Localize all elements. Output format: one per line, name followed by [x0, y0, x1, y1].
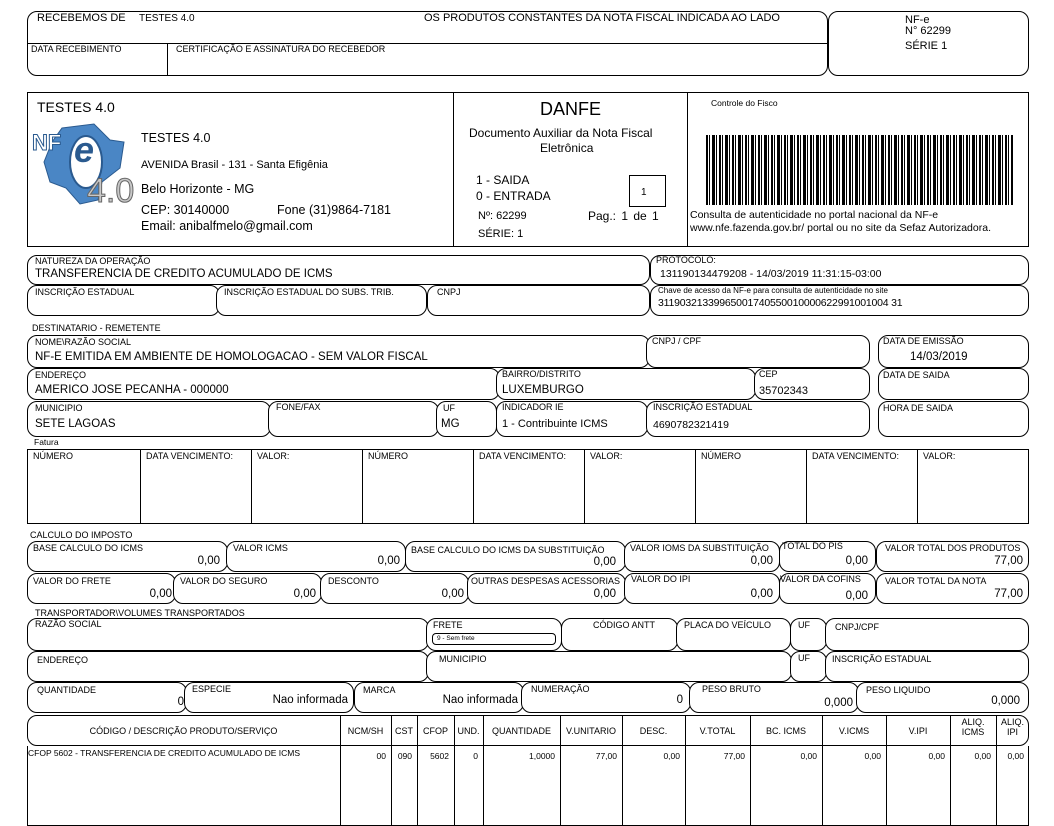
- recebemos-text: OS PRODUTOS CONSTANTES DA NOTA FISCAL INDICADA AO LADO: [424, 12, 780, 24]
- desconto-value: 0,00: [441, 588, 464, 600]
- transp-section-label: TRANSPORTADOR\VOLUMES TRANSPORTADOS: [35, 608, 245, 618]
- assinatura-label: CERTIFICAÇÃO E ASSINATURA DO RECEBEDOR: [176, 44, 386, 54]
- dest-indicador-label: INDICADOR IE: [502, 402, 564, 412]
- ie-label: INSCRIÇÃO ESTADUAL: [35, 287, 135, 297]
- total-nota-value: 77,00: [994, 588, 1023, 600]
- dest-indicador-value: 1 - Contribuinte ICMS: [502, 418, 608, 430]
- dest-fone-label: FONE/FAX: [276, 402, 321, 412]
- emitente-header-name: TESTES 4.0: [37, 99, 115, 115]
- transp-razao-label: RAZÃO SOCIAL: [35, 619, 102, 629]
- emitente-address: AVENIDA Brasil - 131 - Santa Efigênia: [141, 159, 328, 171]
- transp-endereco-label: ENDEREÇO: [37, 655, 89, 665]
- transp-numeracao-label: NUMERAÇÃO: [531, 684, 590, 694]
- fatura-col-divider: [695, 449, 696, 524]
- recebemos-name: TESTES 4.0: [139, 13, 195, 24]
- fatura-header: DATA VENCIMENTO:: [146, 451, 234, 461]
- produtos-header-bc-icms: BC. ICMS: [765, 726, 806, 736]
- danfe-subtitle-2: Eletrônica: [540, 141, 594, 155]
- transp-uf-label: UF: [798, 620, 810, 630]
- valor-icms-label: VALOR ICMS: [233, 543, 288, 553]
- total-nota-label: VALOR TOTAL DA NOTA: [885, 576, 987, 586]
- valor-st-label: VALOR IOMS DA SUBSTITUIÇÃO: [630, 543, 769, 553]
- dest-bairro-value: LUXEMBURGO: [502, 384, 584, 396]
- base-st-value: 0,00: [593, 556, 616, 568]
- produtos-header-und: UND.: [457, 726, 480, 736]
- destinatario-section-label: DESTINATARIO - REMETENTE: [32, 323, 161, 333]
- fatura-col-divider: [362, 449, 363, 524]
- dest-uf-label: UF: [443, 403, 455, 413]
- base-icms-label: BASE CALCULO DO ICMS: [33, 543, 144, 553]
- emitente-fone: Fone (31)9864-7181: [277, 203, 391, 217]
- produtos-header-quantidade: QUANTIDADE: [491, 726, 551, 736]
- transp-cnpj-label: CNPJ/CPF: [835, 622, 880, 632]
- dest-endereco-label: ENDEREÇO: [35, 370, 87, 380]
- fatura-header: DATA VENCIMENTO:: [812, 451, 900, 461]
- produtos-header-descricao: CÓDIGO / DESCRIÇÃO PRODUTO/SERVIÇO: [89, 726, 278, 736]
- canhoto-nfe-serie: SÉRIE 1: [905, 40, 948, 52]
- nfe-logo: [32, 118, 142, 210]
- produtos-header-unitario: V.UNITARIO: [565, 726, 616, 736]
- danfe-pagina: Pag.: 1 de 1: [588, 209, 659, 223]
- fatura-col-divider: [140, 449, 141, 524]
- produto-cell: 0: [473, 751, 478, 761]
- danfe-numero: Nº: 62299: [478, 210, 527, 222]
- produto-cell: 77,00: [723, 751, 745, 761]
- fatura-header: VALOR:: [590, 451, 623, 461]
- emitente-cep: CEP: 30140000: [141, 203, 230, 217]
- natureza-label: NATUREZA DA OPERAÇÃO: [35, 256, 151, 266]
- fatura-header: VALOR:: [923, 451, 956, 461]
- seguro-value: 0,00: [293, 588, 316, 600]
- emitente-email: Email: anibalfmelo@gmail.com: [141, 219, 313, 233]
- protocolo-value: 131190134479208 - 14/03/2019 11:31:15-03:00: [660, 268, 882, 280]
- ie-subst-label: INSCRIÇÃO ESTADUAL DO SUBS. TRIB.: [224, 287, 394, 297]
- canhoto-divider-v: [167, 43, 168, 76]
- transp-placa-label: PLACA DO VEÍCULO: [684, 620, 772, 630]
- produto-cell: 00: [376, 751, 386, 761]
- canhoto-divider: [27, 43, 827, 44]
- produtos-header-total: V.TOTAL: [699, 726, 736, 736]
- fatura-col-divider: [473, 449, 474, 524]
- pis-value: 0,00: [845, 555, 868, 567]
- dest-emissao-value: 14/03/2019: [910, 351, 968, 363]
- danfe-tipo-box: [629, 175, 666, 207]
- cofins-value: 0,00: [845, 590, 868, 602]
- fatura-col-divider: [806, 449, 807, 524]
- fisco-label: Controle do Fisco: [711, 98, 778, 108]
- produtos-header-desc: DESC.: [639, 726, 668, 736]
- danfe-saida: 1 - SAIDA: [476, 173, 530, 187]
- dest-ie-label: INSCRIÇÃO ESTADUAL: [653, 402, 753, 412]
- produto-descricao: CFOP 5602 - TRANSFERENCIA DE CREDITO ACUMULADO DE ICMS: [28, 748, 301, 758]
- danfe-title: DANFE: [540, 99, 602, 119]
- danfe-serie: SÉRIE: 1: [478, 228, 524, 240]
- fisco-consulta-2: www.nfe.fazenda.gov.br/ portal ou no site da Sefaz Autorizadora.: [690, 222, 991, 234]
- produtos-header-cst: CST: [395, 726, 413, 736]
- desconto-label: DESCONTO: [328, 576, 379, 586]
- natureza-value: TRANSFERENCIA DE CREDITO ACUMULADO DE ICMS: [35, 268, 333, 280]
- pis-label: TOTAL DO PIS: [782, 541, 843, 551]
- logo-version-text: 4.0: [87, 172, 135, 210]
- cofins-label: VALOR DA COFINS: [780, 574, 861, 584]
- produtos-header-aliq-ipi: ALIQ. IPI: [1000, 717, 1024, 737]
- transp-peso-liquido-label: PESO LIQUIDO: [866, 685, 931, 695]
- outras-label: OUTRAS DESPESAS ACESSORIAS: [471, 576, 621, 586]
- dest-nome-value: NF-E EMITIDA EM AMBIENTE DE HOMOLOGACAO - SEM VALOR FISCAL: [35, 351, 428, 363]
- dest-municipio-label: MUNICIPIO: [35, 403, 83, 413]
- produtos-header-v-icms: V.ICMS: [838, 726, 870, 736]
- transp-numeracao-value: 0: [676, 694, 683, 706]
- outras-value: 0,00: [593, 588, 616, 600]
- data-recebimento-label: DATA RECEBIMENTO: [31, 44, 122, 54]
- transp-especie-value: Nao informada: [272, 694, 348, 706]
- produtos-header-cfop: CFOP: [422, 726, 448, 736]
- fatura-col-divider: [917, 449, 918, 524]
- logo-e-text: e: [74, 129, 95, 170]
- transp-uf2-label: UF: [798, 653, 810, 663]
- produto-cell: 0,00: [864, 751, 881, 761]
- transp-marca-value: Nao informada: [442, 694, 518, 706]
- chave-label: Chave de acesso da NF-e para consulta de autenticidade no site: [658, 286, 888, 295]
- dest-saida-label: DATA DE SAIDA: [883, 370, 950, 380]
- fatura-header: DATA VENCIMENTO:: [479, 451, 567, 461]
- transp-quantidade-value: 0: [177, 696, 184, 708]
- valor-icms-value: 0,00: [377, 555, 400, 567]
- transp-ie-label: INSCRIÇÃO ESTADUAL: [832, 654, 932, 664]
- protocolo-label: PROTOCOLO:: [656, 255, 716, 265]
- ipi-label: VALOR DO IPI: [631, 574, 691, 584]
- chave-value: 31190321339965001740550010000622991001004 31: [658, 297, 903, 309]
- transp-frete-value: 9 - Sem frete: [437, 635, 475, 642]
- frete-label: VALOR DO FRETE: [33, 576, 111, 586]
- transp-marca-label: MARCA: [363, 685, 396, 695]
- produtos-header-v-ipi: V.IPI: [908, 726, 928, 736]
- total-produtos-value: 77,00: [994, 555, 1023, 567]
- cnpj-label: CNPJ: [437, 287, 461, 297]
- emitente-city: Belo Horizonte - MG: [141, 182, 255, 196]
- dest-cnpj-label: CNPJ / CPF: [652, 336, 702, 346]
- fatura-col-divider: [251, 449, 252, 524]
- dest-bairro-label: BAIRRO/DISTRITO: [502, 369, 581, 379]
- header-divider-1: [453, 92, 454, 247]
- danfe-tipo: 1: [641, 187, 647, 198]
- canhoto-nfe-label: NF-e: [905, 14, 930, 26]
- produto-cell: 090: [397, 751, 412, 761]
- danfe-subtitle-1: Documento Auxiliar da Nota Fiscal: [469, 126, 653, 140]
- transp-quantidade-label: QUANTIDADE: [37, 685, 97, 695]
- base-icms-value: 0,00: [197, 555, 220, 567]
- emitente-name: TESTES 4.0: [141, 131, 211, 145]
- produto-cell: 0,00: [928, 751, 945, 761]
- transp-municipio-label: MUNICIPIO: [439, 654, 487, 664]
- produto-cell: 0,00: [800, 751, 817, 761]
- dest-emissao-label: DATA DE EMISSÃO: [883, 336, 964, 346]
- fisco-consulta-1: Consulta de autenticidade no portal nacional da NF-e: [690, 209, 939, 221]
- frete-value: 0,00: [149, 588, 172, 600]
- dest-ie-value: 4690782321419: [653, 419, 729, 431]
- produto-cell: 0,00: [663, 751, 680, 761]
- dest-hora-label: HORA DE SAIDA: [883, 403, 954, 413]
- produtos-header-ncm: NCM/SH: [347, 726, 384, 736]
- dest-nome-label: NOME\RAZÃO SOCIAL: [35, 337, 132, 347]
- canhoto-nfe-numero: N° 62299: [905, 25, 951, 37]
- produto-cell: 77,00: [595, 751, 617, 761]
- danfe-entrada: 0 - ENTRADA: [476, 189, 551, 203]
- logo-nf-text: NF: [32, 130, 62, 155]
- transp-frete-label: FRETE: [433, 620, 463, 630]
- imposto-section-label: CALCULO DO IMPOSTO: [30, 530, 133, 540]
- dest-cep-label: CEP: [759, 369, 778, 379]
- fatura-header: NÚMERO: [701, 451, 741, 461]
- transp-antt-label: CÓDIGO ANTT: [593, 620, 656, 630]
- dest-uf-value: MG: [441, 418, 460, 430]
- fatura-header: NÚMERO: [368, 451, 408, 461]
- fatura-header: VALOR:: [257, 451, 290, 461]
- base-st-label: BASE CALCULO DO ICMS DA SUBSTITUIÇÃO: [411, 545, 605, 555]
- fatura-col-divider: [584, 449, 585, 524]
- fatura-label: Fatura: [34, 437, 59, 447]
- transp-peso-liquido-value: 0,000: [991, 695, 1020, 707]
- fatura-header: NÚMERO: [33, 451, 73, 461]
- produto-cell: 1,0000: [529, 751, 555, 761]
- seguro-label: VALOR DO SEGURO: [180, 576, 268, 586]
- produto-cell: 0,00: [1007, 751, 1024, 761]
- transp-peso-bruto-value: 0,000: [824, 697, 853, 709]
- transp-especie-label: ESPECIE: [192, 684, 232, 694]
- ipi-value: 0,00: [750, 588, 773, 600]
- dest-endereco-value: AMERICO JOSE PECANHA - 000000: [35, 384, 229, 396]
- dest-cep-value: 35702343: [759, 385, 808, 397]
- valor-st-value: 0,00: [750, 555, 773, 567]
- header-divider-2: [687, 92, 688, 247]
- barcode: [706, 135, 1013, 205]
- total-produtos-label: VALOR TOTAL DOS PRODUTOS: [885, 543, 1021, 553]
- produtos-header-aliq-icms: ALIQ. ICMS: [961, 717, 985, 737]
- produto-cell: 0,00: [974, 751, 991, 761]
- recebemos-label: RECEBEMOS DE: [37, 12, 126, 24]
- dest-municipio-value: SETE LAGOAS: [35, 418, 116, 430]
- transp-peso-bruto-label: PESO BRUTO: [702, 684, 761, 694]
- produto-cell: 5602: [430, 751, 449, 761]
